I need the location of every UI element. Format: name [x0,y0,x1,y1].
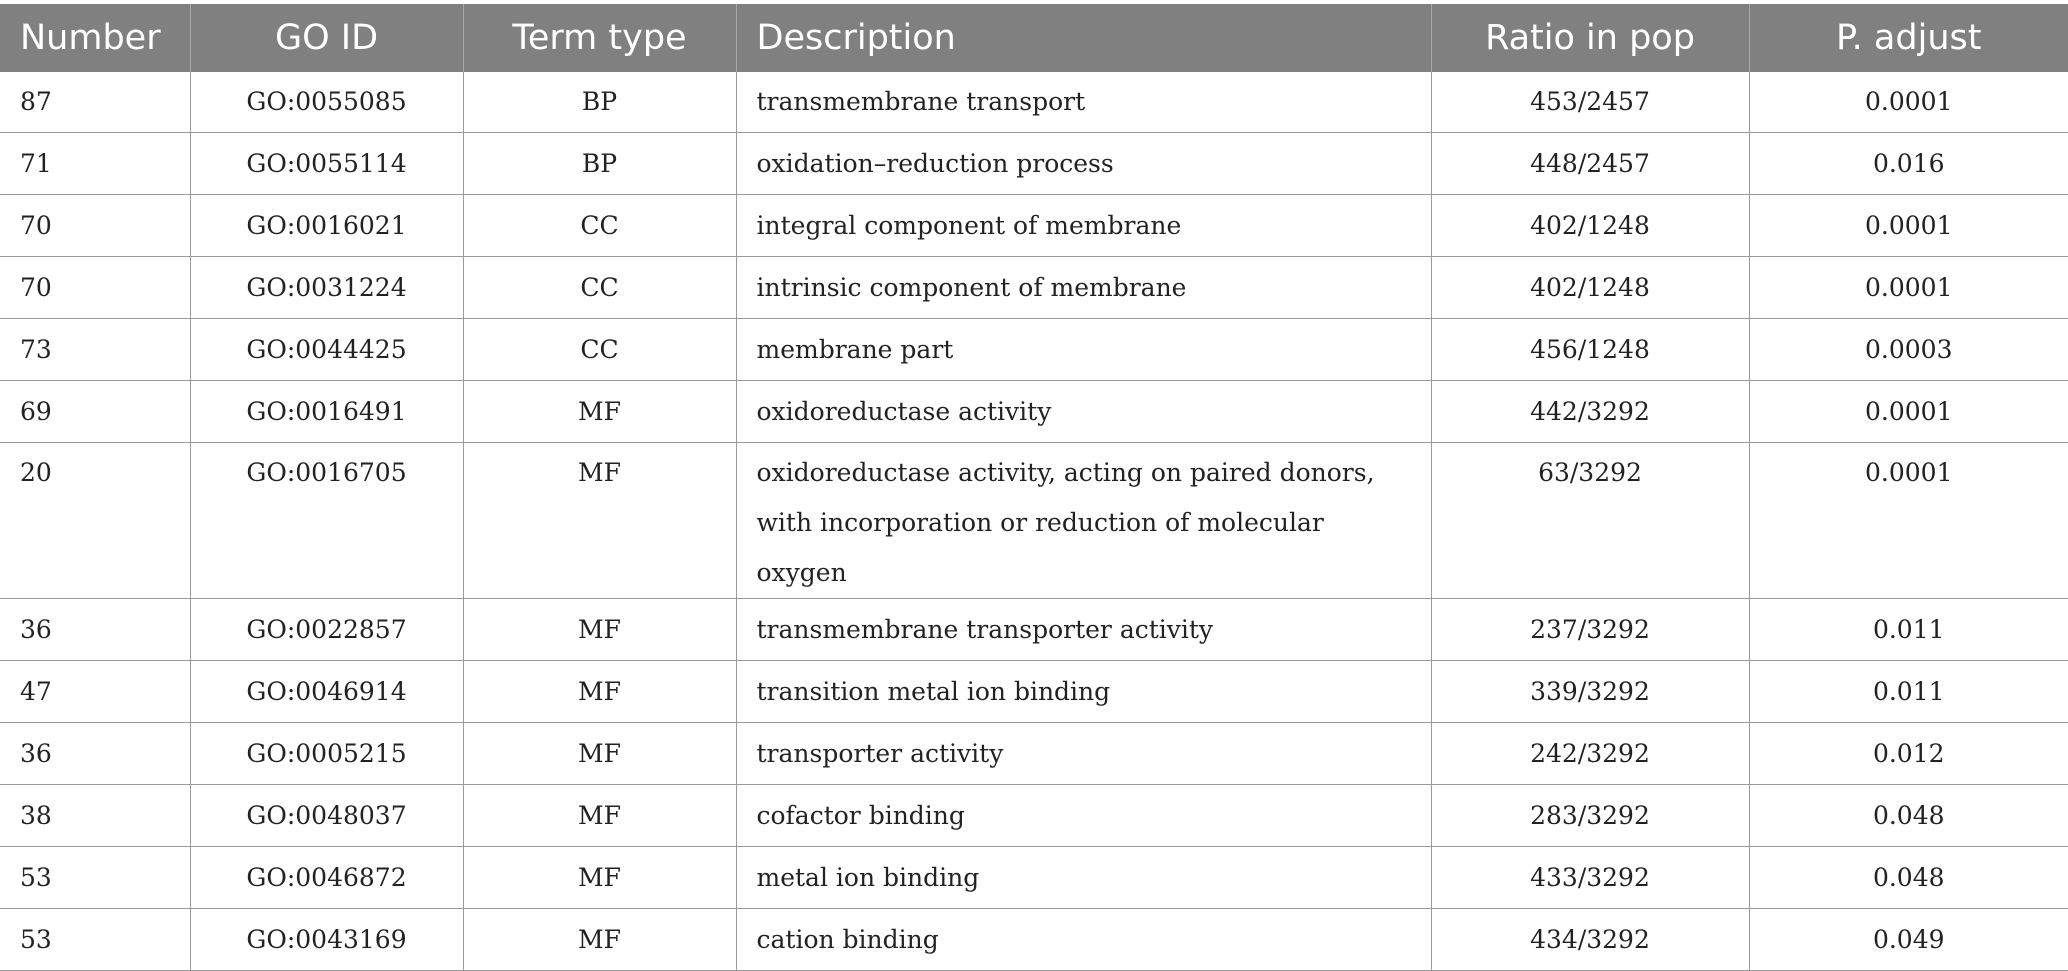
cell-ratio: 237/3292 [1431,599,1749,661]
cell-p-adjust: 0.049 [1749,909,2068,971]
cell-p-adjust: 0.0003 [1749,319,2068,381]
cell-go-id: GO:0044425 [190,319,463,381]
table-header [0,4,2068,72]
cell-number: 53 [0,909,190,971]
cell-description: oxidoreductase activity, acting on paired donors, with incorporation or reduction of molecular oxygen [736,443,1431,599]
cell-number: 69 [0,381,190,443]
table-body [0,72,2068,971]
table-row [0,195,2068,257]
cell-number: 20 [0,443,190,599]
cell-number: 71 [0,133,190,195]
cell-p-adjust: 0.016 [1749,133,2068,195]
cell-go-id: GO:0031224 [190,257,463,319]
cell-p-adjust: 0.0001 [1749,257,2068,319]
table-row [0,72,2068,133]
cell-ratio: 63/3292 [1431,443,1749,599]
cell-go-id: GO:0022857 [190,599,463,661]
cell-ratio: 456/1248 [1431,319,1749,381]
cell-go-id: GO:0016491 [190,381,463,443]
cell-p-adjust: 0.048 [1749,785,2068,847]
cell-p-adjust: 0.0001 [1749,443,2068,599]
cell-number: 47 [0,661,190,723]
go-enrichment-table [0,4,2068,971]
cell-p-adjust: 0.048 [1749,847,2068,909]
cell-description: membrane part [736,319,1431,381]
cell-description: intrinsic component of membrane [736,257,1431,319]
header-term-type: Term type [463,4,736,72]
cell-go-id: GO:0016705 [190,443,463,599]
cell-term-type: MF [463,443,736,599]
cell-term-type: MF [463,599,736,661]
cell-p-adjust: 0.0001 [1749,195,2068,257]
cell-number: 73 [0,319,190,381]
cell-number: 70 [0,257,190,319]
cell-ratio: 402/1248 [1431,195,1749,257]
cell-go-id: GO:0046914 [190,661,463,723]
cell-description: transmembrane transporter activity [736,599,1431,661]
cell-term-type: BP [463,72,736,133]
table-row [0,909,2068,971]
header-description: Description [736,4,1431,72]
cell-description: metal ion binding [736,847,1431,909]
cell-ratio: 242/3292 [1431,723,1749,785]
cell-term-type: MF [463,723,736,785]
cell-number: 38 [0,785,190,847]
table-row [0,785,2068,847]
cell-p-adjust: 0.011 [1749,661,2068,723]
cell-number: 36 [0,599,190,661]
cell-term-type: CC [463,319,736,381]
cell-go-id: GO:0046872 [190,847,463,909]
cell-ratio: 434/3292 [1431,909,1749,971]
cell-ratio: 283/3292 [1431,785,1749,847]
table-row [0,661,2068,723]
cell-ratio: 448/2457 [1431,133,1749,195]
cell-number: 87 [0,72,190,133]
cell-go-id: GO:0048037 [190,785,463,847]
header-number: Number [0,4,190,72]
cell-p-adjust: 0.0001 [1749,72,2068,133]
cell-go-id: GO:0055085 [190,72,463,133]
table-row [0,319,2068,381]
cell-ratio: 433/3292 [1431,847,1749,909]
go-enrichment-table-container [0,4,2068,971]
cell-go-id: GO:0016021 [190,195,463,257]
cell-ratio: 453/2457 [1431,72,1749,133]
table-row [0,381,2068,443]
cell-ratio: 402/1248 [1431,257,1749,319]
cell-p-adjust: 0.011 [1749,599,2068,661]
header-go-id: GO ID [190,4,463,72]
cell-description: oxidation–reduction process [736,133,1431,195]
cell-go-id: GO:0055114 [190,133,463,195]
cell-ratio: 339/3292 [1431,661,1749,723]
cell-description: transporter activity [736,723,1431,785]
cell-term-type: CC [463,257,736,319]
cell-term-type: CC [463,195,736,257]
cell-description: integral component of membrane [736,195,1431,257]
cell-description: transmembrane transport [736,72,1431,133]
cell-term-type: BP [463,133,736,195]
cell-ratio: 442/3292 [1431,381,1749,443]
header-row [0,4,2068,72]
cell-description: transition metal ion binding [736,661,1431,723]
cell-number: 53 [0,847,190,909]
cell-description: cation binding [736,909,1431,971]
table-row [0,133,2068,195]
cell-term-type: MF [463,909,736,971]
cell-description: oxidoreductase activity [736,381,1431,443]
header-ratio-in-pop: Ratio in pop [1431,4,1749,72]
cell-go-id: GO:0005215 [190,723,463,785]
table-row [0,847,2068,909]
cell-description: cofactor binding [736,785,1431,847]
cell-p-adjust: 0.012 [1749,723,2068,785]
table-row [0,599,2068,661]
table-row [0,443,2068,599]
header-p-adjust: P. adjust [1749,4,2068,72]
cell-term-type: MF [463,381,736,443]
cell-p-adjust: 0.0001 [1749,381,2068,443]
cell-number: 36 [0,723,190,785]
cell-term-type: MF [463,785,736,847]
table-row [0,723,2068,785]
cell-number: 70 [0,195,190,257]
cell-term-type: MF [463,847,736,909]
table-row [0,257,2068,319]
cell-go-id: GO:0043169 [190,909,463,971]
cell-term-type: MF [463,661,736,723]
